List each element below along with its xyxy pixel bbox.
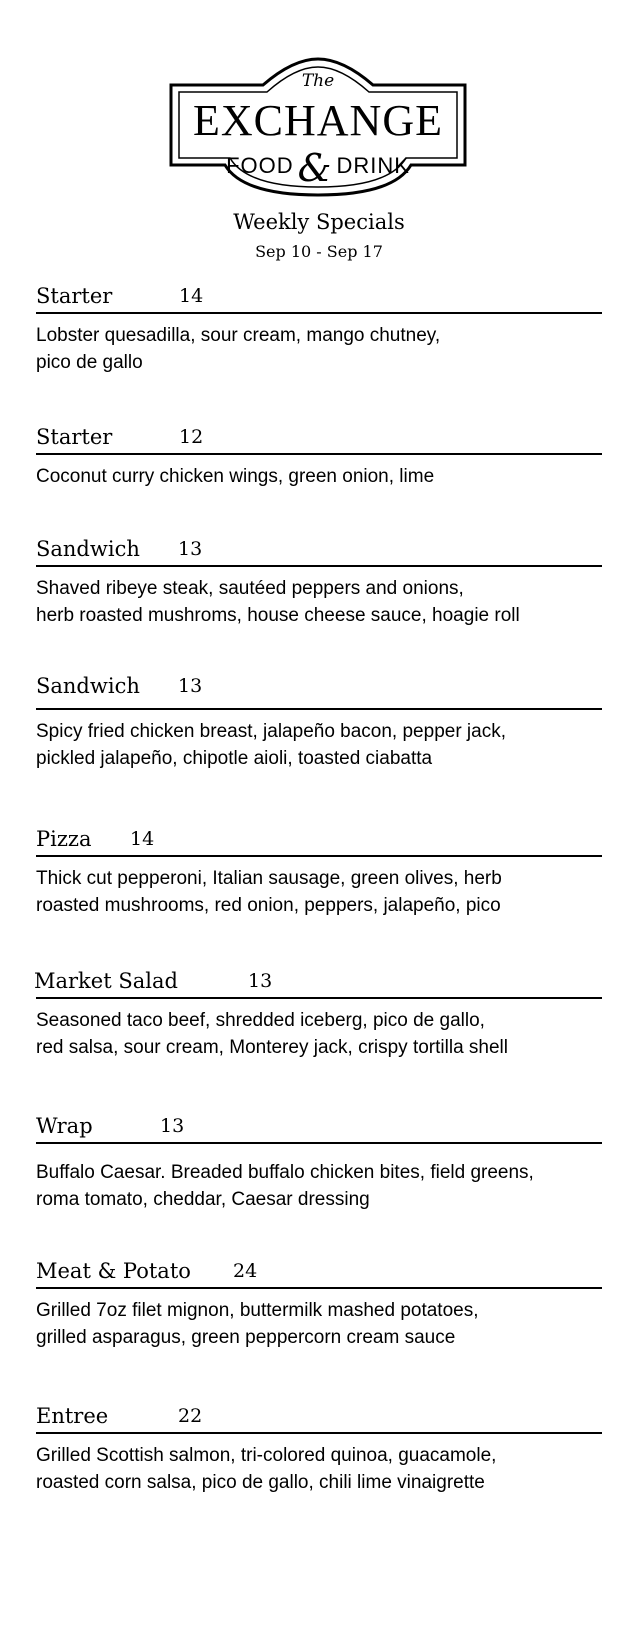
date-range: Sep 10 - Sep 17 <box>255 242 383 261</box>
menu-item <box>36 1112 602 1213</box>
menu-item-category: Starter <box>36 284 113 308</box>
menu-item-price: 13 <box>248 970 273 992</box>
menu-item-price: 12 <box>179 426 204 448</box>
description-line: red salsa, sour cream, Monterey jack, crispy tortilla shell <box>36 1037 508 1058</box>
menu-item-description <box>36 1297 602 1351</box>
logo-the: The <box>301 71 335 91</box>
menu-item-price: 22 <box>178 1405 203 1427</box>
menu-item-category: Pizza <box>36 827 92 851</box>
menu-item-category: Sandwich <box>36 674 140 698</box>
menu-item-description <box>36 322 602 376</box>
menu-item-header <box>36 1257 602 1289</box>
menu-item-header <box>36 535 602 567</box>
menu-item-description <box>36 463 602 490</box>
description-line: Spicy fried chicken breast, jalapeño bacon, pepper jack, <box>36 721 506 742</box>
description-line: roasted corn salsa, pico de gallo, chili lime vinaigrette <box>36 1472 485 1493</box>
menu-item-price: 13 <box>178 538 203 560</box>
menu-item-price: 13 <box>178 675 203 697</box>
menu-item <box>36 1257 602 1351</box>
logo-name: EXCHANGE <box>193 96 443 145</box>
description-line: grilled asparagus, green peppercorn cream sauce <box>36 1327 456 1348</box>
menu-item-description <box>36 1442 602 1496</box>
description-line: Shaved ribeye steak, sautéed peppers and onions, <box>36 578 464 599</box>
menu-item-price: 14 <box>179 285 204 307</box>
menu-item-category: Wrap <box>36 1114 93 1138</box>
description-line: Buffalo Caesar. Breaded buffalo chicken bites, field greens, <box>36 1162 534 1183</box>
page-title: Weekly Specials <box>233 210 405 234</box>
menu-item-price: 14 <box>130 828 155 850</box>
description-line: pico de gallo <box>36 352 143 373</box>
menu-item-description <box>36 1159 602 1213</box>
description-line: Thick cut pepperoni, Italian sausage, green olives, herb <box>36 868 502 889</box>
description-line: Grilled Scottish salmon, tri-colored quinoa, guacamole, <box>36 1445 497 1466</box>
description-line: Lobster quesadilla, sour cream, mango chutney, <box>36 325 441 346</box>
menu-item <box>36 825 602 919</box>
menu-item-header <box>36 1112 602 1144</box>
menu-item-header <box>36 1402 602 1434</box>
menu-item-category: Sandwich <box>36 537 140 561</box>
restaurant-logo <box>163 57 473 197</box>
description-line: roasted mushrooms, red onion, peppers, jalapeño, pico <box>36 895 501 916</box>
menu-item-category: Meat & Potato <box>36 1259 191 1283</box>
menu-item-header <box>36 967 602 999</box>
menu-item-description <box>36 1007 602 1061</box>
description-line: Seasoned taco beef, shredded iceberg, pico de gallo, <box>36 1010 485 1031</box>
description-line: herb roasted mushroms, house cheese sauce, hoagie roll <box>36 605 520 626</box>
menu-item-description <box>36 718 602 772</box>
menu-item-header <box>36 282 602 314</box>
logo-ampersand: & <box>297 146 333 190</box>
menu-item-description <box>36 865 602 919</box>
description-line: Coconut curry chicken wings, green onion, lime <box>36 466 435 487</box>
menu-item <box>36 423 602 490</box>
logo-subtitle <box>163 146 473 190</box>
menu-item-header <box>36 672 602 710</box>
menu-item <box>36 967 602 1061</box>
description-line: roma tomato, cheddar, Caesar dressing <box>36 1189 370 1210</box>
menu-item-price: 24 <box>233 1260 258 1282</box>
menu-item-header <box>36 825 602 857</box>
description-line: pickled jalapeño, chipotle aioli, toasted ciabatta <box>36 748 433 769</box>
menu-item <box>36 1402 602 1496</box>
menu-item-header <box>36 423 602 455</box>
description-line: Grilled 7oz filet mignon, buttermilk mashed potatoes, <box>36 1300 479 1321</box>
logo-food: FOOD <box>226 153 294 178</box>
logo-drink: DRINK <box>336 153 410 178</box>
menu-item-category: Entree <box>36 1404 109 1428</box>
menu-item-category: Market Salad <box>34 969 178 993</box>
menu-item-category: Starter <box>36 425 113 449</box>
menu-item <box>36 282 602 376</box>
menu-item <box>36 672 602 772</box>
menu-item-price: 13 <box>160 1115 185 1137</box>
menu-item-description <box>36 575 602 629</box>
menu-item <box>36 535 602 629</box>
